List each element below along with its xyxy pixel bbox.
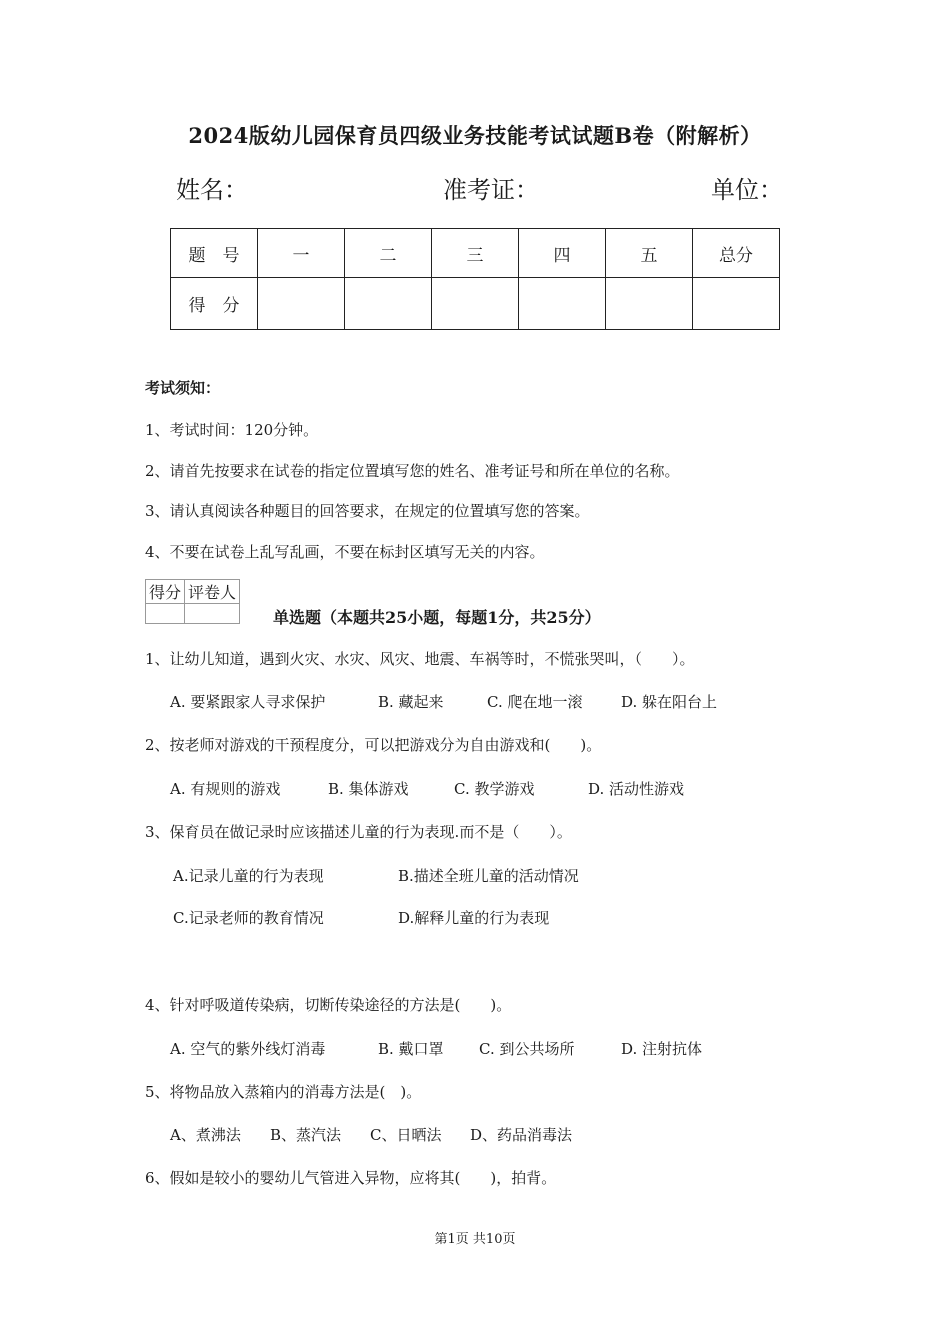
- question-option: C. 到公共场所: [479, 1040, 575, 1058]
- notice-item: 3、请认真阅读各种题目的回答要求，在规定的位置填写您的答案。: [145, 502, 590, 520]
- grader-score-label: 得分: [146, 580, 185, 604]
- question-option: A. 有规则的游戏: [170, 780, 281, 798]
- notice-item: 2、请首先按要求在试卷的指定位置填写您的姓名、准考证号和所在单位的名称。: [145, 462, 680, 480]
- question-stem: 1、让幼儿知道，遇到火灾、水灾、风灾、地震、车祸等时，不慌张哭叫，（ ）。: [145, 650, 695, 668]
- grader-reviewer-cell[interactable]: [185, 604, 240, 624]
- question-option: B. 藏起来: [378, 693, 444, 711]
- question-stem: 2、按老师对游戏的干预程度分，可以把游戏分为自由游戏和( )。: [145, 736, 602, 754]
- page-footer: 第1页 共10页: [434, 1232, 516, 1247]
- question-option: B.描述全班儿童的活动情况: [398, 867, 579, 885]
- score-row-label: 得 分: [171, 278, 258, 330]
- question-option: A、煮沸法: [170, 1126, 241, 1144]
- question-option: A. 空气的紫外线灯消毒: [170, 1040, 326, 1058]
- score-input-cell[interactable]: [345, 278, 432, 330]
- document-title: 2024版幼儿园保育员四级业务技能考试试题B卷（附解析）: [188, 123, 762, 148]
- exam-id-label: 准考证：: [443, 176, 539, 204]
- question-option: A.记录儿童的行为表现: [173, 867, 324, 885]
- question-option: D. 躲在阳台上: [621, 693, 718, 711]
- score-table-score-row: [171, 278, 780, 330]
- notice-heading: 考试须知：: [145, 379, 221, 397]
- question-option: C. 教学游戏: [454, 780, 535, 798]
- score-header-cell: 总分: [693, 229, 780, 278]
- score-input-cell[interactable]: [258, 278, 345, 330]
- score-header-cell: 一: [258, 229, 345, 278]
- score-table-header-row: [171, 229, 780, 278]
- grader-reviewer-label: 评卷人: [185, 580, 240, 604]
- notice-item: 4、不要在试卷上乱写乱画，不要在标封区填写无关的内容。: [145, 543, 545, 561]
- question-option: B. 戴口罩: [378, 1040, 444, 1058]
- score-input-cell[interactable]: [519, 278, 606, 330]
- question-option: A. 要紧跟家人寻求保护: [170, 693, 326, 711]
- question-option: D. 注射抗体: [621, 1040, 703, 1058]
- score-header-cell: 四: [519, 229, 606, 278]
- name-label: 姓名：: [176, 176, 248, 204]
- score-header-cell: 三: [432, 229, 519, 278]
- question-option: B. 集体游戏: [328, 780, 409, 798]
- question-option: C. 爬在地一滚: [487, 693, 583, 711]
- notice-item: 1、考试时间：120分钟。: [145, 421, 319, 439]
- unit-label: 单位：: [711, 176, 783, 204]
- question-option: D. 活动性游戏: [588, 780, 685, 798]
- question-stem: 4、针对呼吸道传染病，切断传染途径的方法是( )。: [145, 996, 512, 1014]
- score-input-cell[interactable]: [693, 278, 780, 330]
- grader-box: [145, 579, 240, 624]
- score-header-cell: 题 号: [171, 229, 258, 278]
- question-option: C.记录老师的教育情况: [173, 909, 324, 927]
- question-option: B、蒸汽法: [270, 1126, 342, 1144]
- score-header-cell: 五: [606, 229, 693, 278]
- score-header-cell: 二: [345, 229, 432, 278]
- score-input-cell[interactable]: [606, 278, 693, 330]
- question-stem: 3、保育员在做记录时应该描述儿童的行为表现.而不是（ ）。: [145, 823, 572, 841]
- question-stem: 6、假如是较小的婴幼儿气管进入异物，应将其( )，拍背。: [145, 1169, 557, 1187]
- grader-score-cell[interactable]: [146, 604, 185, 624]
- score-table: [170, 228, 780, 330]
- question-option: D.解释儿童的行为表现: [398, 909, 550, 927]
- question-stem: 5、将物品放入蒸箱内的消毒方法是( )。: [145, 1083, 422, 1101]
- question-option: D、药品消毒法: [470, 1126, 573, 1144]
- section-title: 单选题（本题共25小题，每题1分，共25分）: [273, 608, 601, 627]
- score-input-cell[interactable]: [432, 278, 519, 330]
- question-option: C、日晒法: [370, 1126, 442, 1144]
